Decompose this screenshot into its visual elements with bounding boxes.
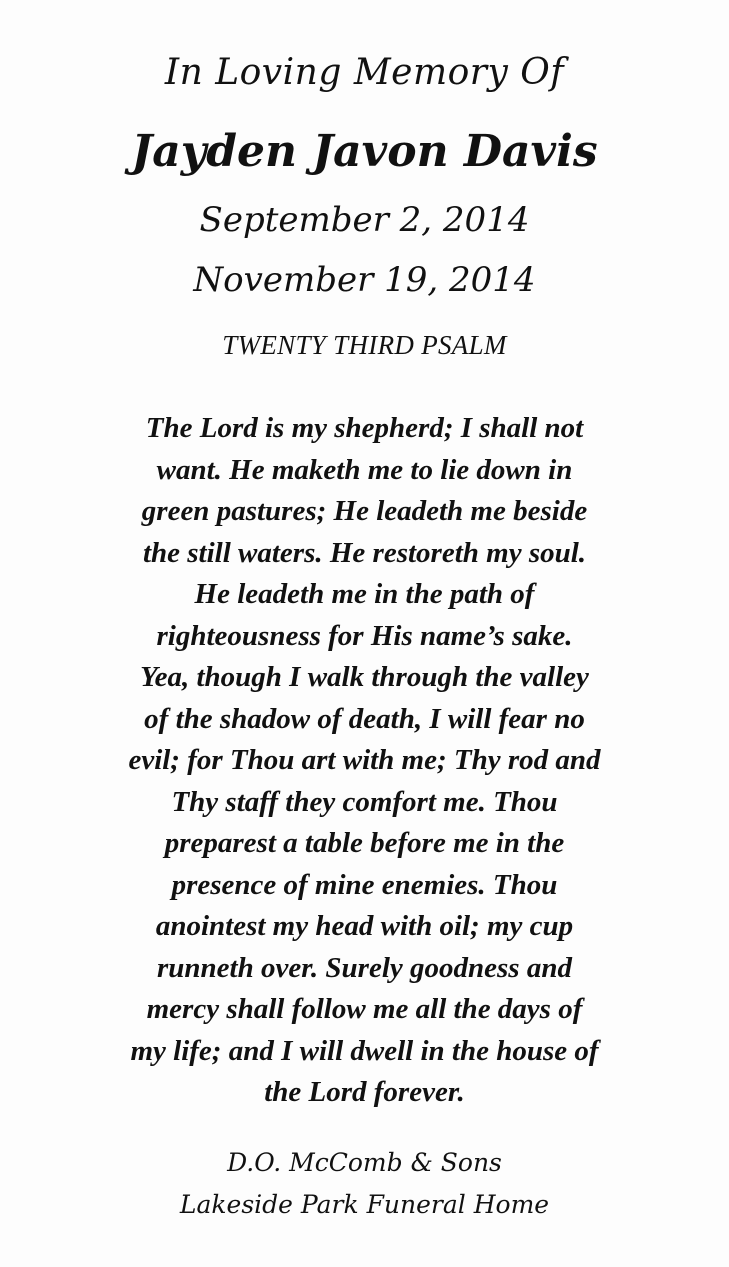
birth-date: September 2, 2014	[199, 200, 530, 240]
psalm-title: TWENTY THIRD PSALM	[222, 330, 507, 360]
psalm-line: He leadeth me in the path of	[194, 578, 535, 610]
psalm-line: my life; and I will dwell in the house of	[130, 1034, 599, 1067]
psalm-line: Yea, though I walk through the valley	[140, 661, 589, 693]
psalm-line: Thy staff they comfort me. Thou	[171, 785, 558, 818]
psalm-line: presence of mine enemies. Thou	[171, 868, 558, 901]
death-date: November 19, 2014	[193, 260, 536, 300]
funeral-home-name: D.O. McComb & Sons	[227, 1148, 502, 1177]
psalm-line: the Lord forever.	[264, 1076, 465, 1108]
psalm-line: The Lord is my shepherd; I shall not	[145, 412, 584, 444]
psalm-line: the still waters. He restoreth my soul.	[142, 536, 587, 569]
deceased-name: Jayden Javon Davis	[131, 126, 598, 177]
psalm-line: green pastures; He leadeth me beside	[141, 495, 588, 527]
psalm-line: of the shadow of death, I will fear no	[144, 702, 585, 735]
psalm-line: anointest my head with oil; my cup	[155, 910, 574, 942]
intro-heading: In Loving Memory Of	[164, 52, 565, 93]
psalm-text	[0, 408, 729, 1114]
psalm-line: preparest a table before me in the	[164, 827, 565, 859]
psalm-line: runneth over. Surely goodness and	[157, 951, 572, 984]
psalm-line: evil; for Thou art with me; Thy rod and	[128, 744, 601, 776]
psalm-line: want. He maketh me to lie down in	[156, 453, 573, 486]
psalm-line: righteousness for His name’s sake.	[156, 619, 573, 652]
funeral-home-location: Lakeside Park Funeral Home	[179, 1190, 550, 1219]
psalm-line: mercy shall follow me all the days of	[146, 993, 583, 1025]
